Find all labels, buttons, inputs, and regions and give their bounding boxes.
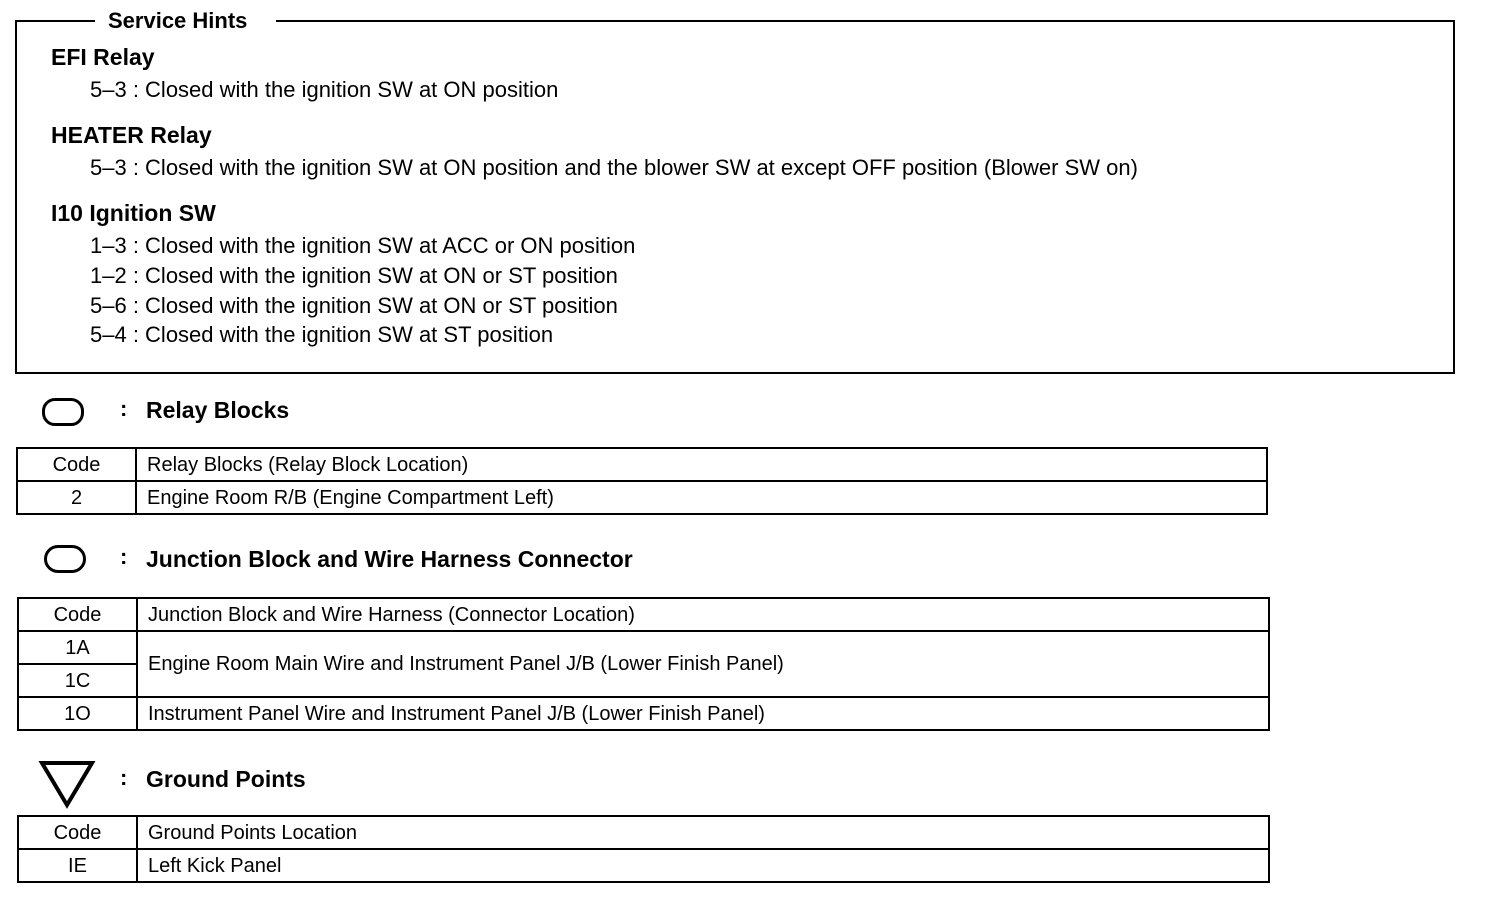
- relay-blocks-table: [16, 447, 1268, 515]
- ground-points-colon: :: [120, 765, 128, 790]
- code-cell: 1A: [18, 631, 137, 664]
- code-cell: 2: [17, 481, 136, 514]
- junction-blocks-colon: :: [120, 544, 128, 569]
- efi-relay-heading: EFI Relay: [51, 44, 155, 70]
- location-cell: Engine Room Main Wire and Instrument Panel J/B (Lower Finish Panel): [137, 631, 1269, 697]
- junction-blocks-title: Junction Block and Wire Harness Connector: [146, 546, 633, 572]
- service-hints-title: Service Hints: [95, 8, 276, 34]
- relay-block-pill-icon: [42, 398, 84, 426]
- code-cell: 1O: [18, 697, 137, 730]
- relay-blocks-title: Relay Blocks: [146, 397, 290, 423]
- code-cell: IE: [18, 849, 137, 882]
- location-cell: Instrument Panel Wire and Instrument Panel J/B (Lower Finish Panel): [137, 697, 1269, 730]
- table-row: [18, 697, 1269, 730]
- location-cell: Left Kick Panel: [137, 849, 1269, 882]
- table-row: [18, 631, 1269, 664]
- location-header: Junction Block and Wire Harness (Connector Location): [137, 598, 1269, 631]
- relay-blocks-legend: [0, 395, 900, 445]
- table-row: [17, 481, 1267, 514]
- table-header-row: [18, 598, 1269, 631]
- ignition-sw-hint-line: 5–6 : Closed with the ignition SW at ON or ST position: [90, 293, 618, 318]
- heater-relay-hint-line: 5–3 : Closed with the ignition SW at ON position and the blower SW at except OFF position (Blower SW on): [90, 155, 1138, 180]
- ground-point-triangle-icon: [38, 760, 98, 810]
- relay-blocks-colon: :: [120, 396, 128, 421]
- code-header: Code: [18, 816, 137, 849]
- location-cell: Engine Room R/B (Engine Compartment Left): [136, 481, 1267, 514]
- ignition-sw-hint-line: 1–2 : Closed with the ignition SW at ON or ST position: [90, 263, 618, 288]
- ignition-sw-hint-line: 5–4 : Closed with the ignition SW at ST position: [90, 322, 554, 347]
- code-header: Code: [18, 598, 137, 631]
- ignition-sw-heading: I10 Ignition SW: [51, 200, 216, 226]
- ground-points-legend: [0, 760, 900, 810]
- code-header: Code: [17, 448, 136, 481]
- code-cell: 1C: [18, 664, 137, 697]
- location-header: Relay Blocks (Relay Block Location): [136, 448, 1267, 481]
- junction-blocks-table: [17, 597, 1270, 731]
- table-header-row: [17, 448, 1267, 481]
- efi-relay-hint-line: 5–3 : Closed with the ignition SW at ON position: [90, 77, 559, 102]
- ignition-sw-hint-line: 1–3 : Closed with the ignition SW at ACC or ON position: [90, 233, 636, 258]
- service-hints-box: [15, 8, 1455, 374]
- table-header-row: [18, 816, 1269, 849]
- junction-blocks-legend: [0, 543, 900, 593]
- ground-points-title: Ground Points: [146, 766, 306, 792]
- heater-relay-heading: HEATER Relay: [51, 122, 212, 148]
- table-row: [18, 849, 1269, 882]
- ground-points-table: [17, 815, 1270, 883]
- junction-block-pill-icon: [44, 545, 86, 573]
- location-header: Ground Points Location: [137, 816, 1269, 849]
